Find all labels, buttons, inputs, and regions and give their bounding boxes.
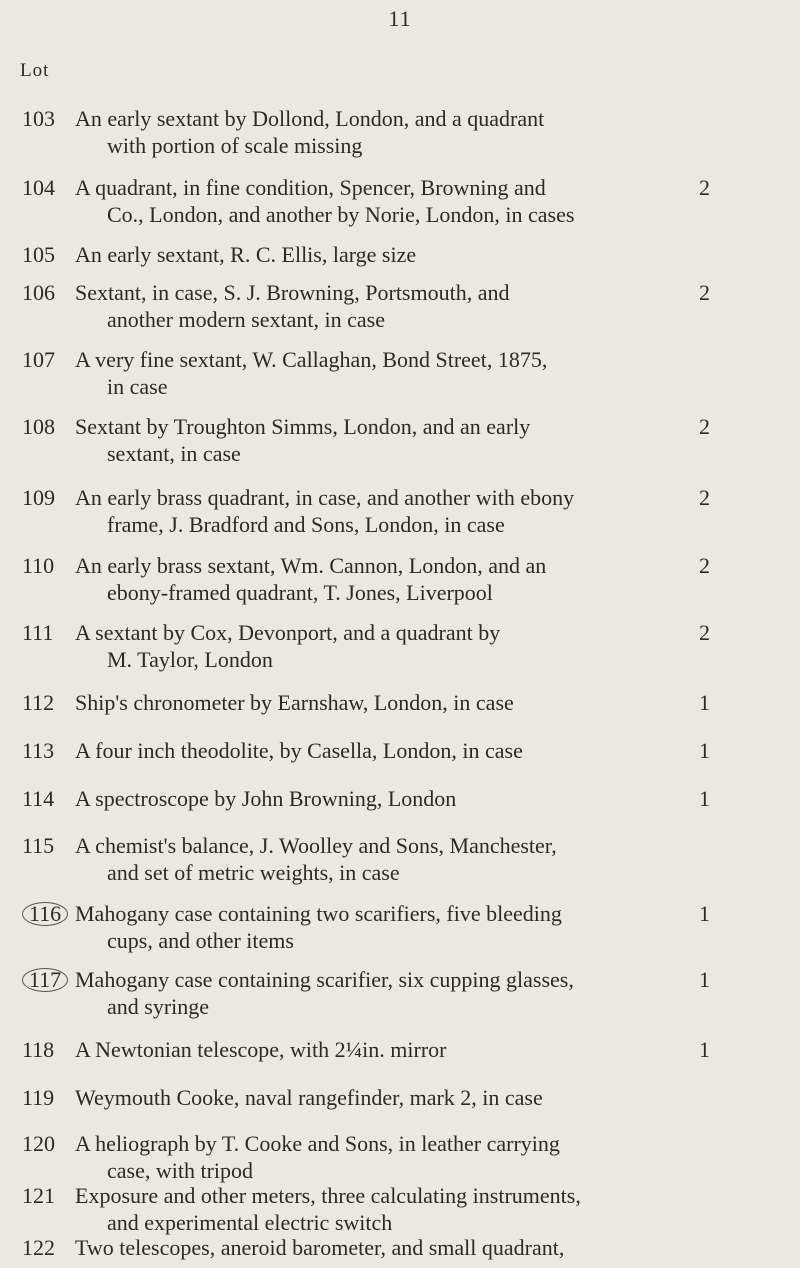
lot-description — [75, 241, 715, 268]
lot-number: 107 — [22, 347, 55, 372]
lot-line: cups, and other items — [107, 928, 294, 953]
lot-line: An early brass sextant, Wm. Cannon, London, and an — [75, 553, 547, 578]
lot-line: A chemist's balance, J. Woolley and Sons, Manchester, — [75, 833, 557, 858]
lot-line: frame, J. Bradford and Sons, London, in case — [107, 512, 505, 537]
lot-line: Co., London, and another by Norie, London, in cases — [107, 202, 575, 227]
lot-description — [75, 689, 715, 716]
lot-line: An early sextant by Dollond, London, and a quadrant — [75, 106, 545, 131]
lot-line: and experimental electric switch — [107, 1210, 393, 1235]
lot-line: M. Taylor, London — [107, 647, 273, 672]
lot-quantity: 1 — [699, 738, 710, 763]
circled-lot-number: 116 — [22, 902, 68, 926]
lot-description — [75, 413, 715, 467]
lot-number: 112 — [22, 690, 55, 715]
lot-line: Ship's chronometer by Earnshaw, London, in case — [75, 690, 514, 715]
lot-quantity: 1 — [699, 967, 710, 992]
lot-quantity: 2 — [699, 620, 710, 645]
lot-line: Two telescopes, aneroid barometer, and small quadrant, — [75, 1235, 565, 1260]
lot-line: Mahogany case containing scarifier, six cupping glasses, — [75, 967, 574, 992]
lot-line: A Newtonian telescope, with 2¼in. mirror — [75, 1037, 447, 1062]
lot-line: A very fine sextant, W. Callaghan, Bond Street, 1875, — [75, 347, 548, 372]
lot-line: another modern sextant, in case — [107, 307, 385, 332]
lot-line: A sextant by Cox, Devonport, and a quadrant by — [75, 620, 501, 645]
lot-number: 119 — [22, 1085, 55, 1110]
lot-number: 115 — [22, 833, 55, 858]
lot-line: A four inch theodolite, by Casella, London, in case — [75, 738, 523, 763]
lot-description — [75, 1036, 715, 1063]
lot-line: A spectroscope by John Browning, London — [75, 786, 457, 811]
lot-description — [75, 832, 715, 886]
lot-description — [75, 1234, 715, 1261]
lot-quantity: 1 — [699, 901, 710, 926]
lot-number: 105 — [22, 242, 55, 267]
lot-line: An early brass quadrant, in case, and another with ebony — [75, 485, 575, 510]
lot-number: 111 — [22, 620, 54, 645]
lot-description — [75, 1182, 715, 1236]
lot-number: 106 — [22, 280, 55, 305]
lot-description — [75, 279, 715, 333]
lot-description — [75, 900, 715, 954]
lot-column-header: Lot — [20, 60, 50, 81]
lot-number — [22, 900, 62, 927]
lot-line: and syringe — [107, 994, 210, 1019]
lot-number: 114 — [22, 786, 55, 811]
lot-quantity: 1 — [699, 690, 710, 715]
lot-line: and set of metric weights, in case — [107, 860, 400, 885]
lot-description — [75, 552, 715, 606]
lot-number: 121 — [22, 1183, 55, 1208]
lot-line: with portion of scale missing — [107, 133, 363, 158]
lot-line: ebony-framed quadrant, T. Jones, Liverpool — [107, 580, 493, 605]
lot-line: Weymouth Cooke, naval rangefinder, mark 2, in case — [75, 1085, 543, 1110]
lot-number: 110 — [22, 553, 55, 578]
lot-line: case, with tripod — [107, 1158, 254, 1183]
lot-line: Mahogany case containing two scarifiers, five bleeding — [75, 901, 562, 926]
lot-quantity: 2 — [699, 280, 710, 305]
lot-line: An early sextant, R. C. Ellis, large size — [75, 242, 417, 267]
lot-number: 113 — [22, 738, 55, 763]
lot-quantity: 2 — [699, 485, 710, 510]
lot-description — [75, 105, 715, 159]
lot-line: Sextant, in case, S. J. Browning, Portsmouth, and — [75, 280, 510, 305]
lot-quantity: 2 — [699, 175, 710, 200]
lot-description — [75, 484, 715, 538]
lot-number: 120 — [22, 1131, 55, 1156]
lot-line: sextant, in case — [107, 441, 241, 466]
lot-description — [75, 1084, 715, 1111]
lot-description — [75, 737, 715, 764]
lot-quantity: 1 — [699, 1037, 710, 1062]
page-number: 11 — [388, 6, 412, 31]
lot-line: Exposure and other meters, three calculating instruments, — [75, 1183, 581, 1208]
lot-quantity: 1 — [699, 786, 710, 811]
lot-description — [75, 174, 715, 228]
lot-number: 122 — [22, 1235, 55, 1260]
lot-description — [75, 619, 715, 673]
lot-description — [75, 1130, 715, 1184]
lot-description — [75, 346, 715, 400]
lot-line: A quadrant, in fine condition, Spencer, Browning and — [75, 175, 546, 200]
lot-quantity: 2 — [699, 553, 710, 578]
lot-description — [75, 785, 715, 812]
circled-lot-number: 117 — [22, 968, 68, 992]
lot-description — [75, 966, 715, 1020]
lot-number: 103 — [22, 106, 55, 131]
lot-line: A heliograph by T. Cooke and Sons, in leather carrying — [75, 1131, 560, 1156]
lot-number — [22, 966, 62, 993]
lot-number: 108 — [22, 414, 55, 439]
lot-line: in case — [107, 374, 168, 399]
lot-number: 109 — [22, 485, 55, 510]
lot-number: 104 — [22, 175, 55, 200]
lot-number: 118 — [22, 1037, 55, 1062]
lot-line: Sextant by Troughton Simms, London, and an early — [75, 414, 531, 439]
lot-quantity: 2 — [699, 414, 710, 439]
